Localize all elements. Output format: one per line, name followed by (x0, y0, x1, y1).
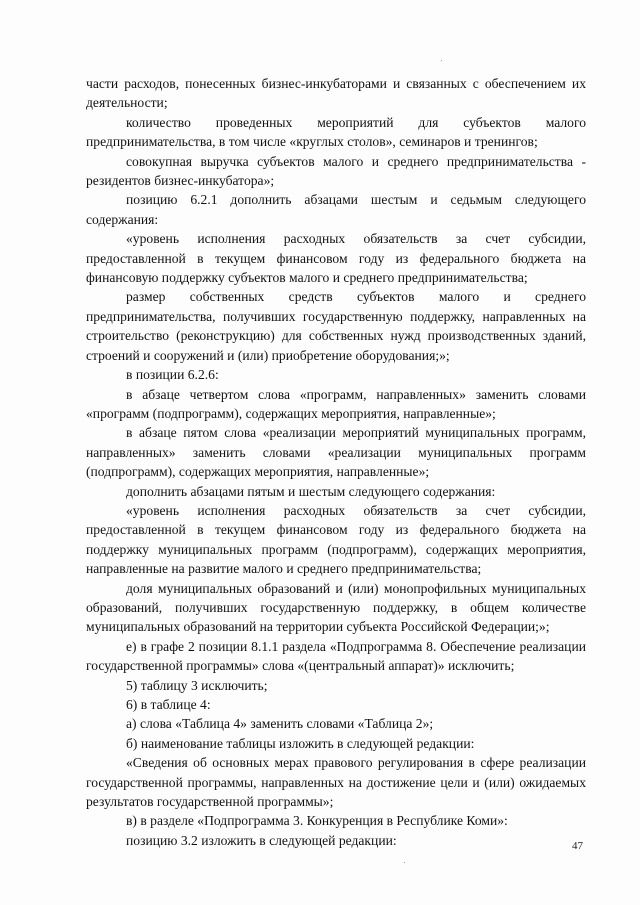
document-body (86, 74, 586, 850)
paragraph-position-6-2-1: позицию 6.2.1 дополнить абзацами шестым и седьмым следующего содержания: (86, 192, 586, 227)
paragraph-legal-measures: «Сведения об основных мерах правового регулирования в сфере реализации государственной программы, направленных на достижение цели и (или) ожидаемых результатов государственной программы»; (86, 755, 586, 810)
scan-speck (441, 60, 442, 61)
paragraph-continuation: части расходов, понесенных бизнес-инкубаторами и связанных с обеспечением их деятельности; (86, 76, 586, 111)
paragraph-revenue: совокупная выручка субъектов малого и среднего предпринимательства - резидентов бизнес-инкубатора»; (86, 153, 586, 189)
paragraph-add-abzacs: дополнить абзацами пятым и шестым следующего содержания: (126, 483, 496, 499)
paragraph-events-count: количество проведенных мероприятий для субъектов малого предпринимательства, в том числе «круглых столов», семинаров и тренингов; (86, 114, 586, 150)
page-number: 47 (572, 840, 583, 852)
paragraph-item-e: е) в графе 2 позиции 8.1.1 раздела «Подпрограмма 8. Обеспечение реализации государственной программы» слова «(центральный аппарат)» исключить; (86, 638, 586, 674)
paragraph-own-funds: размер собственных средств субъектов малого и среднего предпринимательства, получивших государственную поддержку, направленных на строительство (реконструкцию) для собственных нужд производственных зданий, строений и сооружений и (или) приобретение оборудования;»; (86, 289, 586, 363)
paragraph-item-a: а) слова «Таблица 4» заменить словами «Таблица 2»; (126, 716, 434, 732)
paragraph-item-b: б) наименование таблицы изложить в следующей редакции: (126, 735, 475, 751)
paragraph-position-6-2-6: в позиции 6.2.6: (126, 367, 219, 383)
paragraph-fifth-abzac: в абзаце пятом слова «реализации мероприятий муниципальных программ, направленных» заменить словами «реализации муниципальных программ (подпрограмм), содержащих мероприятия, направленные»; (86, 425, 586, 480)
scan-speck (404, 862, 405, 863)
paragraph-item-v: в) в разделе «Подпрограмма 3. Конкуренция в Республике Коми»: (126, 813, 508, 829)
paragraph-fourth-abzac: в абзаце четвертом слова «программ, направленных» заменить словами «программ (подпрограмм), содержащих мероприятия, направленные»; (86, 386, 586, 421)
paragraph-municipal-subsidy: «уровень исполнения расходных обязательств за счет субсидии, предоставленной в текущем финансовом году из федерального бюджета на поддержку муниципальных программ (подпрограмм), содержащих мероприятия, направленные на развитие малого и среднего предпринимательства; (86, 502, 586, 577)
paragraph-municipal-share: доля муниципальных образований и (или) монопрофильных муниципальных образований, получивших государственную поддержку, в общем количестве муниципальных образований на территории субъекта Российской Федерации;»; (86, 580, 586, 635)
paragraph-item-6: 6) в таблице 4: (126, 697, 211, 712)
paragraph-item-5: 5) таблицу 3 исключить; (126, 677, 268, 693)
paragraph-position-3-2: позицию 3.2 изложить в следующей редакции: (126, 832, 397, 848)
paragraph-subsidy-level: «уровень исполнения расходных обязательств за счет субсидии, предоставленной в текущем финансовом году из федерального бюджета на финансовую поддержку субъектов малого и среднего предпринимательства; (86, 231, 586, 286)
